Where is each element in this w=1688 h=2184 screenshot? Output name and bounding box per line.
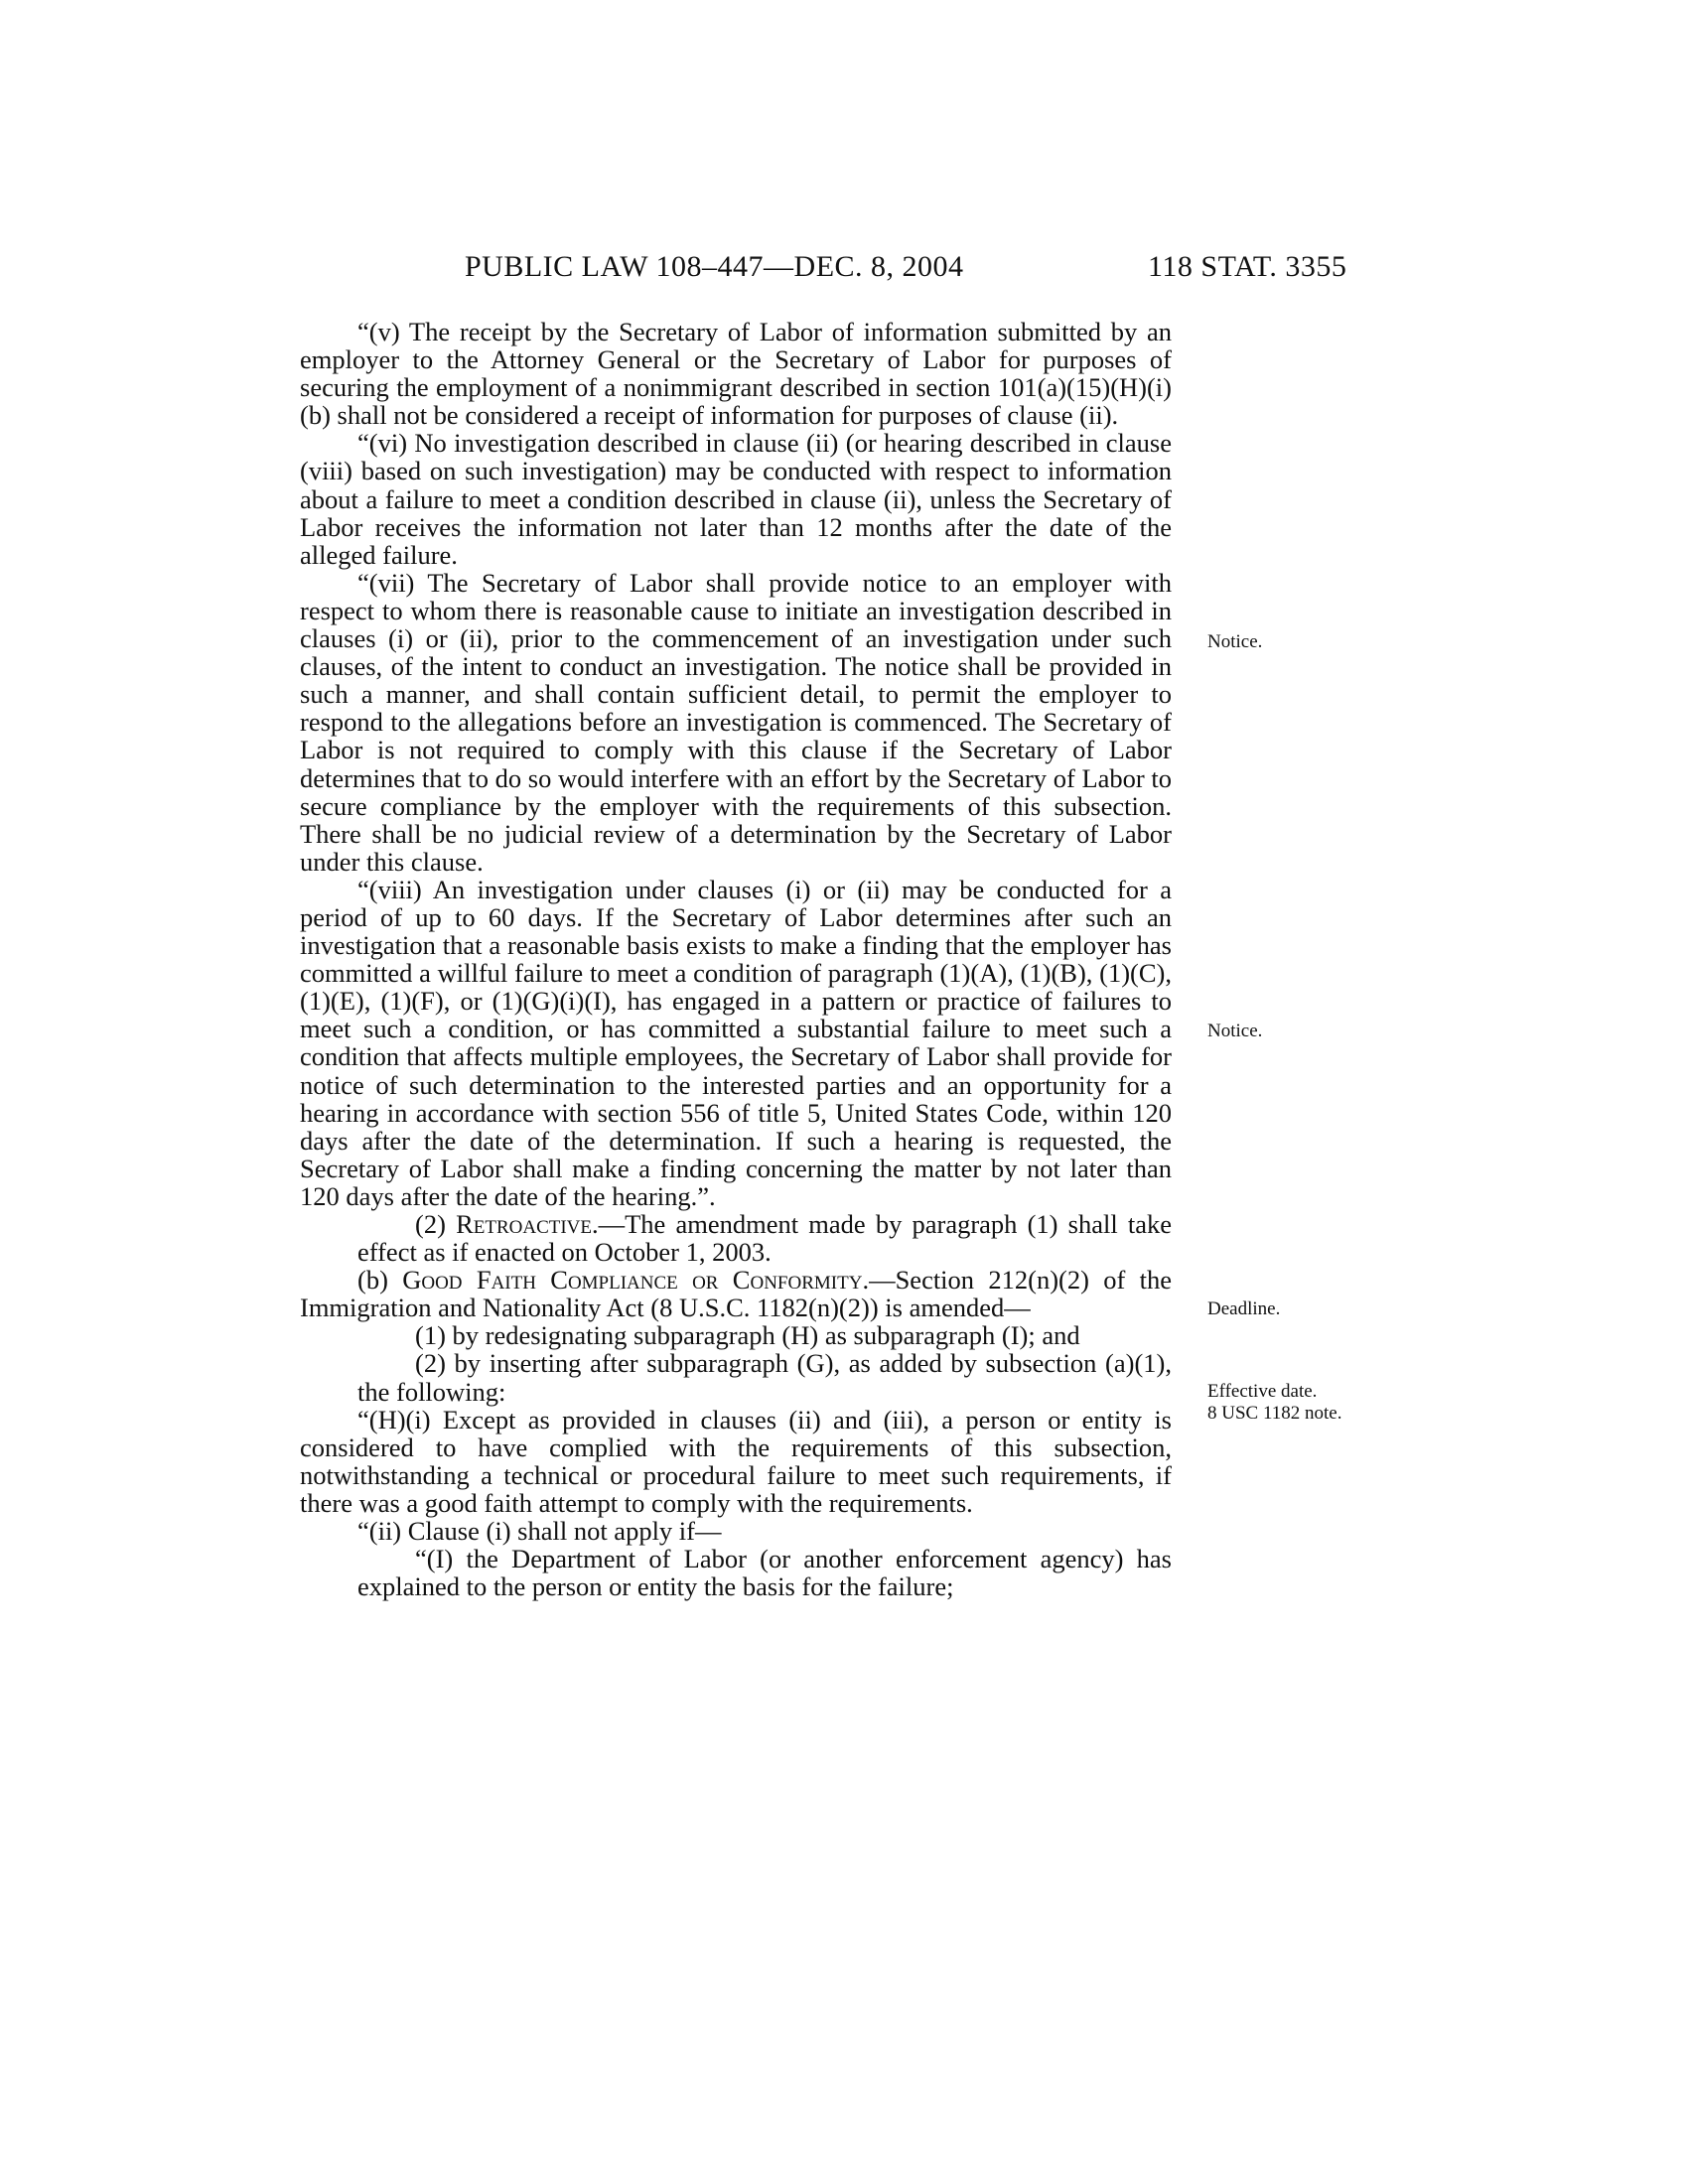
subsection-b-item-1: (1) by redesignating subparagraph (H) as subparagraph (I); and [415, 1320, 1080, 1351]
paragraph-2-retroactive [300, 1210, 1172, 1266]
margin-note-effective-date: Effective date. [1207, 1381, 1318, 1402]
subsection-b [300, 1266, 1172, 1321]
clause-h-i: “(H)(i) Except as provided in clauses (ii) and (iii), a person or entity is considered to have complied with the requirements of this subsection, notwithstanding a technical or procedural failure to meet such requirements, if there was a good faith attempt to comply with the requirements. [300, 1404, 1172, 1518]
paragraph-2-text: .—The amendment made by paragraph (1) shall take effect as if enacted on October 1, 2003. [357, 1209, 1172, 1268]
paragraph-2-heading: Retroactive [456, 1209, 592, 1239]
clause-vii: “(vii) The Secretary of Labor shall provide notice to an employer with respect to whom there is reasonable cause to initiate an investigation described in clauses (i) or (ii), prior to the commencement of an investigation under such clauses, of the intent to conduct an investigation. The notice shall be provided in such a manner, and shall contain sufficient detail, to permit the employer to respond to the allegations before an investigation is commenced. The Secretary of Labor is not required to comply with this clause if the Secretary of Labor determines that to do so would interfere with an effort by the Secretary of Labor to secure compliance by the employer with the requirements of this subsection. There shall be no judicial review of a determination by the Secretary of Labor under this clause. [300, 567, 1172, 877]
margin-note-deadline: Deadline. [1207, 1298, 1281, 1319]
subsection-b-text: .—Section 212(n)(2) of the Immigration and Nationality Act (8 U.S.C. 1182(n)(2)) is amended— [300, 1265, 1172, 1323]
clause-viii: “(viii) An investigation under clauses (i) or (ii) may be conducted for a period of up to 60 days. If the Secretary of Labor determines after such an investigation that a reasonable basis exists to make a finding that the employer has committed a willful failure to meet a condition of paragraph (1)(A), (1)(B), (1)(C), (1)(E), (1)(F), or (1)(G)(i)(I), has engaged in a pattern or practice of failures to meet such a condition, or has committed a substantial failure to meet such a condition that affects multiple employees, the Secretary of Labor shall provide for notice of such determination to the interested parties and an opportunity for a hearing in accordance with section 556 of title 5, United States Code, within 120 days after the date of the determination. If such a hearing is requested, the Secretary of Labor shall make a finding concerning the matter by not later than 120 days after the date of the hearing.”. [300, 874, 1172, 1211]
statute-page-number: 118 STAT. 3355 [1148, 250, 1347, 283]
statute-body [300, 318, 1172, 1600]
clause-ii: “(ii) Clause (i) shall not apply if— [357, 1516, 722, 1547]
margin-note-notice: Notice. [1207, 631, 1263, 652]
subclause-I: “(I) the Department of Labor (or another enforcement agency) has explained to the person or entity the basis for the failure; [357, 1544, 1172, 1602]
subsection-b-number: (b) [357, 1265, 403, 1296]
margin-note-usc: 8 USC 1182 note. [1207, 1403, 1342, 1424]
subsection-b-item-2: (2) by inserting after subparagraph (G), as added by subsection (a)(1), the following: [357, 1348, 1172, 1407]
paragraph-2-number: (2) [415, 1209, 457, 1239]
clause-vi: “(vi) No investigation described in clause (ii) (or hearing described in clause (viii) based on such investigation) may be conducted with respect to information about a failure to meet a condition described in clause (ii), unless the Secretary of Labor receives the information not later than 12 months after the date of the alleged failure. [300, 428, 1172, 570]
page-header [0, 250, 1688, 290]
public-law-header: PUBLIC LAW 108–447—DEC. 8, 2004 [465, 250, 964, 283]
margin-note-notice-2: Notice. [1207, 1021, 1263, 1041]
clause-v: “(v) The receipt by the Secretary of Labor of information submitted by an employer to the Attorney General or the Secretary of Labor for purposes of securing the employment of a nonimmigrant described in section 101(a)(15)(H)(i)(b) shall not be considered a receipt of information for purposes of clause (ii). [300, 317, 1172, 431]
subsection-b-heading: Good Faith Compliance or Conformity [402, 1265, 863, 1296]
